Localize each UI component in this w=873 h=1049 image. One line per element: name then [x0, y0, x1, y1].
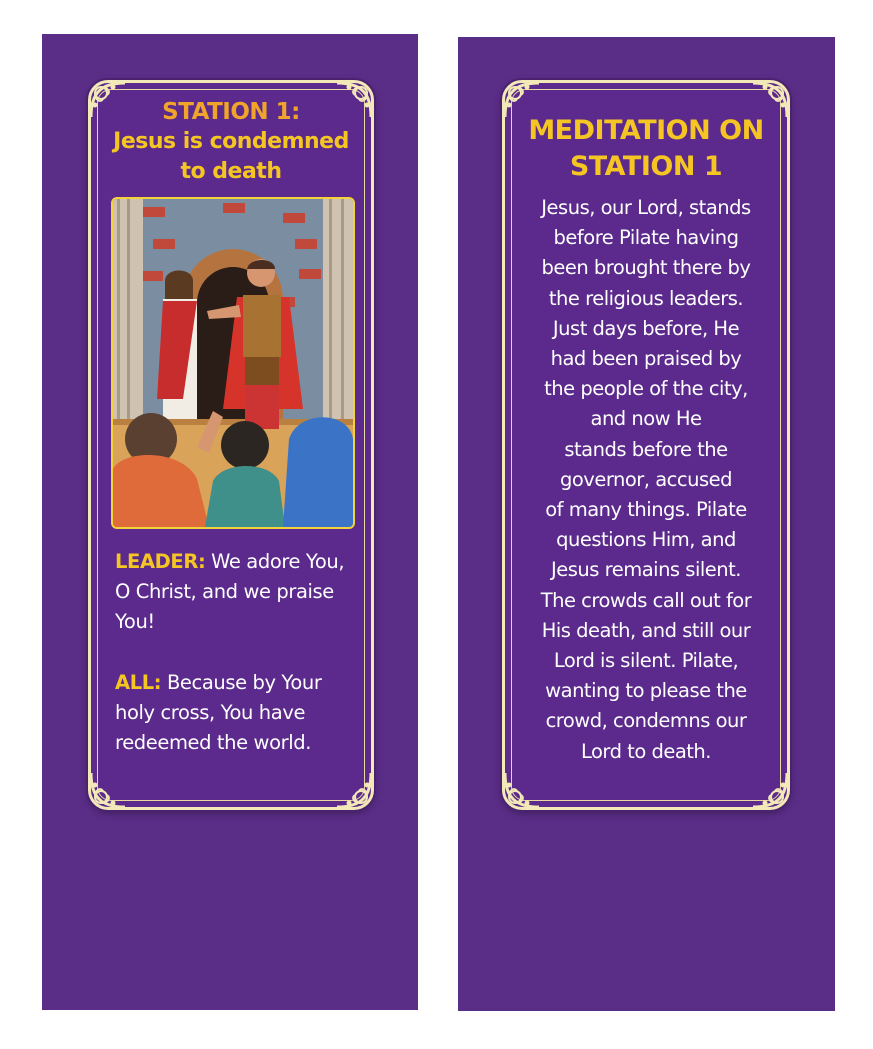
- meditation-line: His death, and still our: [541, 618, 751, 642]
- leader-prayer-text: We adore You, O Christ, and we praise You!: [115, 550, 345, 633]
- meditation-line: been brought there by: [541, 256, 751, 280]
- meditation-line: crowd, condemns our: [545, 709, 747, 733]
- station-title: Jesus is condemned to death: [113, 129, 349, 184]
- meditation-line: governor, accused: [559, 467, 732, 491]
- meditation-line: of many things. Pilate: [545, 498, 747, 522]
- corner-ornament-icon: [501, 769, 543, 811]
- meditation-line: stands before the: [564, 437, 728, 461]
- all-response: [115, 668, 357, 758]
- meditation-line: the religious leaders.: [548, 286, 744, 310]
- meditation-line: Lord is silent. Pilate,: [553, 649, 739, 673]
- meditation-line: Just days before, He: [552, 316, 740, 340]
- all-role-label: ALL:: [115, 671, 162, 694]
- meditation-line: had been praised by: [550, 347, 742, 371]
- station-card: [88, 80, 374, 810]
- meditation-line: Jesus remains silent.: [551, 558, 741, 582]
- all-response-text: Because by Your holy cross, You have redeemed the world.: [115, 671, 322, 754]
- meditation-line: Jesus, our Lord, stands: [541, 196, 751, 219]
- meditation-card: [502, 80, 790, 810]
- meditation-line: Lord to death.: [580, 739, 711, 763]
- meditation-line: the people of the city,: [544, 377, 748, 401]
- corner-ornament-icon: [333, 769, 375, 811]
- meditation-line: questions Him, and: [556, 528, 736, 552]
- meditation-line: and now He: [590, 407, 702, 431]
- meditation-line: before Pilate having: [553, 226, 739, 250]
- station-illustration: [111, 197, 355, 529]
- leader-prayer: [115, 547, 357, 637]
- meditation-title: MEDITATION ON STATION 1: [528, 115, 764, 182]
- meditation-line: The crowds call out for: [540, 588, 752, 612]
- meditation-line: wanting to please the: [545, 679, 747, 703]
- station-heading: STATION 1:: [162, 99, 300, 125]
- leader-role-label: LEADER:: [115, 550, 206, 573]
- meditation-text: [513, 193, 779, 767]
- corner-ornament-icon: [87, 769, 129, 811]
- corner-ornament-icon: [749, 769, 791, 811]
